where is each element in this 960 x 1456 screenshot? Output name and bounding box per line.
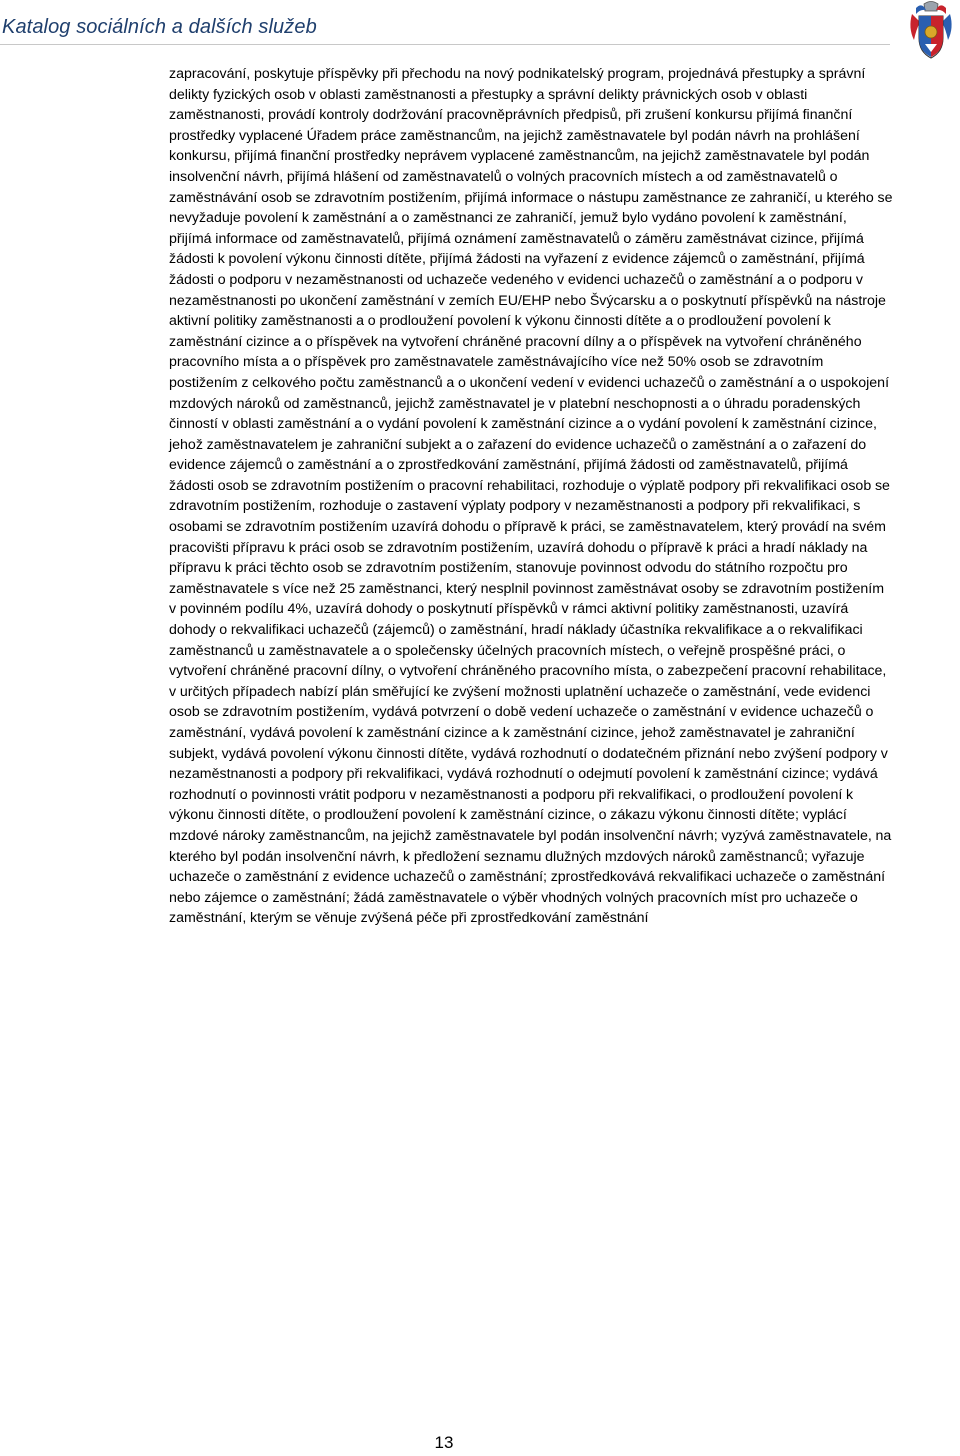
coat-of-arms-icon: [906, 0, 956, 64]
body-paragraph: zapracování, poskytuje příspěvky při přechodu na nový podnikatelský program, projednává přestupky a správní delikty fyzických osob v oblasti zaměstnanosti a přestupky a správní delikty právnických osob v oblasti zaměstnanosti, provádí kontroly dodržování pracovněprávních předpisů, při zrušení konkursu přijímá finanční prostředky vyplacené Úřadem práce zaměstnancům, na jejichž zaměstnavatele byl podán návrh na prohlášení konkursu, přijímá finanční prostředky neprávem vyplacené zaměstnancům, na jejichž zaměstnavatele byl podán insolvenční návrh, přijímá hlášení od zaměstnavatelů o volných pracovních místech a od zaměstnavatelů o zaměstnávání osob se zdravotním postižením, přijímá informace o nástupu zaměstnance ze zahraničí, u kterého se nevyžaduje povolení k zaměstnání a o zaměstnanci ze zahraničí, jemuž bylo vydáno povolení k zaměstnání, přijímá informace od zaměstnavatelů, přijímá oznámení zaměstnavatelů o záměru zaměstnávat cizince, přijímá žádosti k povolení výkonu činnosti dítěte, přijímá žádosti na vyřazení z evidence zájemců o zaměstnání, přijímá žádosti o podporu v nezaměstnanosti od uchazeče vedeného v evidenci uchazečů o zaměstnání a o podporu v nezaměstnanosti po ukončení zaměstnání v zemích EU/EHP nebo Švýcarsku a o poskytnutí příspěvků na nástroje aktivní politiky zaměstnanosti a o prodloužení povolení k výkonu činnosti dítěte a o prodloužení povolení k zaměstnání cizince a o příspěvek na vytvoření chráněné pracovní dílny a o příspěvek na vytvoření chráněného pracovního místa a o příspěvek pro zaměstnavatele zaměstnávajícího více než 50% osob se zdravotním postižením z celkového počtu zaměstnanců a o ukončení vedení v evidenci uchazečů o zaměstnání a o uspokojení mzdových nároků od zaměstnanců, jejichž zaměstnavatel je v platební neschopnosti a o úhradu poradenských činností v oblasti zaměstnání a o vydání povolení k zaměstnání cizince a o vydání povolení k zaměstnání cizince, jehož zaměstnavatelem je zahraniční subjekt a o zařazení do evidence uchazečů o zaměstnání a o zařazení do evidence zájemců o zaměstnání a o zprostředkování zaměstnání, přijímá žádosti od zaměstnavatelů, přijímá žádosti osob se zdravotním postižením o pracovní rehabilitaci, rozhoduje o výplatě podpory při rekvalifikaci osob se zdravotním postižením, rozhoduje o zastavení výplaty podpory v nezaměstnanosti a podpory při rekvalifikaci, s osobami se zdravotním postižením uzavírá dohodu o přípravě k práci, se zaměstnavatelem, který provádí na svém pracovišti přípravu k práci osob se zdravotním postižením, uzavírá dohodu o přípravě k práci a hradí náklady na přípravu k práci těchto osob se zdravotním postižením, stanovuje povinnost odvodu do státního rozpočtu pro zaměstnavatele s více než 25 zaměstnanci, který nesplnil povinnost zaměstnávat osoby se zdravotním postižením v povinném podílu 4%, uzavírá dohody o poskytnutí příspěvků v rámci aktivní politiky zaměstnanosti, uzavírá dohody o rekvalifikaci uchazečů (zájemců) o zaměstnání, hradí náklady účastníka rekvalifikace a o rekvalifikaci zaměstnanců u zaměstnavatele a o společensky účelných pracovních místech, o veřejně prospěšné práci, o vytvoření chráněné pracovní dílny, o vytvoření chráněného pracovního místa, o zabezpečení pracovní rehabilitace, v určitých případech nabízí plán směřující ke zvýšení možnosti uplatnění uchazeče o zaměstnání, vede evidenci osob se zdravotním postižením, vydává potvrzení o době vedení uchazeče o zaměstnání v evidence uchazečů o zaměstnání, vydává povolení k zaměstnání cizince a k zaměstnání cizince, jehož zaměstnavatel je zahraniční subjekt, vydává povolení výkonu činnosti dítěte, vydává rozhodnutí o dodatečném přiznání nebo zvýšení podpory v nezaměstnanosti a podpory při rekvalifikaci, vydává rozhodnutí o odejmutí povolení k zaměstnání cizince; vydává rozhodnutí o povinnosti vrátit podporu v nezaměstnanosti a podporu při rekvalifikaci, o prodloužení povolení k výkonu činnosti dítěte, o prodloužení povolení k zaměstnání cizince, o zákazu výkonu činnosti dítěte; vyplácí mzdové nároky zaměstnancům, na jejichž zaměstnavatele byl podán insolvenční návrh; vyzývá zaměstnavatele, na kterého byl podán insolvenční návrh, k předložení seznamu dlužných mzdových nároků zaměstnanců; vyřazuje uchazeče o zaměstnání z evidence uchazečů o zaměstnání; zprostředkovává rekvalifikaci uchazeče o zaměstnání nebo zájemce o zaměstnání; žádá zaměstnavatele o výběr vhodných volných pracovních míst pro uchazeče o zaměstnání, kterým se věnuje zvýšená péče při zprostředkování zaměstnání: [169, 66, 893, 927]
header-title: Katalog sociálních a dalších služeb: [2, 16, 317, 38]
header-divider: [0, 44, 890, 45]
page-number: 13: [434, 1433, 454, 1452]
